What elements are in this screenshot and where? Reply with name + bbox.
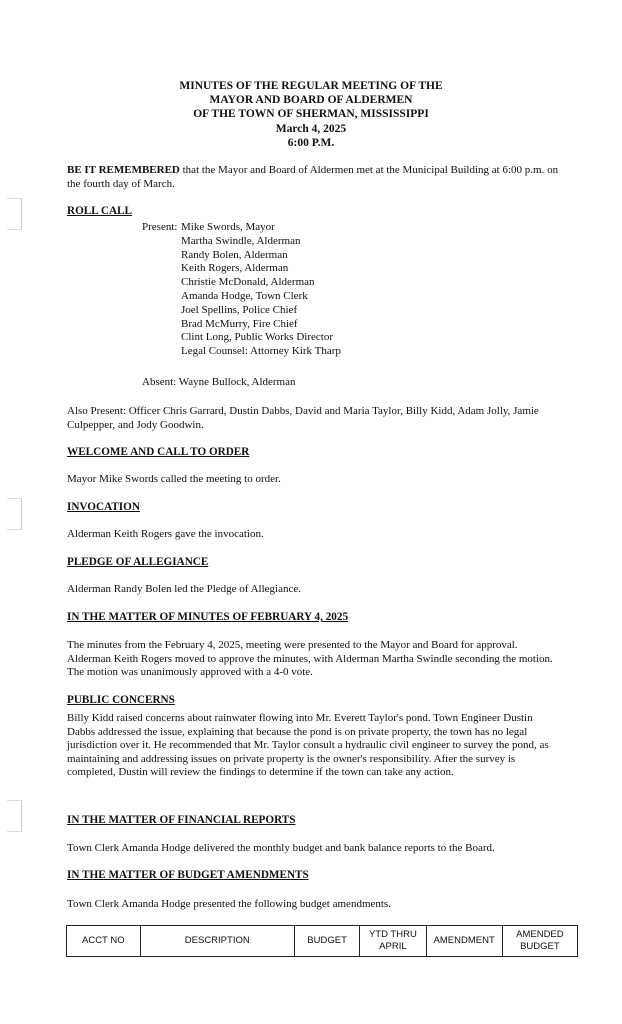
present-member: Randy Bolen, Alderman	[181, 248, 288, 261]
financial-text: Town Clerk Amanda Hodge delivered the monthly budget and bank balance reports to the Board.	[67, 842, 495, 854]
concerns-heading: PUBLIC CONCERNS	[67, 694, 175, 706]
concerns-text: Billy Kidd raised concerns about rainwater flowing into Mr. Everett Taylor's pond. Town Engineer Dustin Dabbs addressed the issue, explaining that because the pond is on private property, the town has no legal jurisdiction over it. He recommended that Mr. Taylor consult a hydraulic civil engineer to survey the pond, as maintaining and addressing issues on private property is the owner's responsibility. After the survey is completed, Dustin will review the findings to determine if the town can take any action.	[67, 712, 549, 779]
present-member: Christie McDonald, Alderman	[181, 276, 315, 289]
present-member: Joel Spellins, Police Chief	[181, 303, 298, 316]
amendments-heading: IN THE MATTER OF BUDGET AMENDMENTS	[67, 869, 309, 881]
present-member: Keith Rogers, Alderman	[181, 262, 289, 275]
scan-margin-mark	[7, 498, 22, 530]
present-member: Clint Long, Public Works Director	[181, 331, 333, 344]
absent-line: Absent: Wayne Bullock, Alderman	[142, 376, 296, 388]
amendments-text: Town Clerk Amanda Hodge presented the following budget amendments.	[67, 898, 391, 910]
intro-bold: BE IT REMEMBERED	[67, 164, 180, 176]
financial-heading: IN THE MATTER OF FINANCIAL REPORTS	[67, 814, 296, 826]
column-header-amendment: AMENDMENT	[426, 926, 502, 957]
also-present-paragraph: Also Present: Officer Chris Garrard, Dustin Dabbs, David and Maria Taylor, Billy Kidd, Adam Jolly, Jamie Culpepper, and Jody Goodwin.	[67, 405, 539, 431]
header-date: March 4, 2025	[275, 122, 347, 135]
welcome-heading: WELCOME AND CALL TO ORDER	[67, 446, 250, 458]
scan-margin-mark	[7, 198, 22, 230]
document-header	[0, 79, 622, 150]
column-header-description: DESCRIPTION	[140, 926, 294, 957]
present-member: Brad McMurry, Fire Chief	[181, 317, 298, 330]
header-line-2: MAYOR AND BOARD OF ALDERMEN	[209, 94, 413, 107]
header-time: 6:00 P.M.	[287, 136, 335, 149]
column-header-amended-budget: AMENDED BUDGET	[502, 926, 577, 957]
present-list	[181, 221, 341, 359]
column-header-acct-no: ACCT NO	[67, 926, 141, 957]
roll-call-heading: ROLL CALL	[67, 205, 132, 217]
intro-text: that the Mayor and Board of Aldermen met at the Municipal Building at 6:00 p.m. on the fourth day of March.	[67, 164, 559, 190]
present-member: Martha Swindle, Alderman	[181, 234, 301, 247]
column-header-budget: BUDGET	[294, 926, 359, 957]
intro-paragraph	[67, 164, 562, 191]
scan-margin-mark	[7, 800, 22, 832]
pledge-text: Alderman Randy Bolen led the Pledge of Allegiance.	[67, 583, 301, 595]
minutes-heading: IN THE MATTER OF MINUTES OF FEBRUARY 4, 2025	[67, 611, 349, 623]
minutes-text: The minutes from the February 4, 2025, meeting were presented to the Mayor and Board for approval. Alderman Keith Rogers moved to approve the minutes, with Alderman Martha Swindle seconding the motion. The motion was unanimously approved with a 4-0 vote.	[67, 639, 553, 679]
header-line-3: OF THE TOWN OF SHERMAN, MISSISSIPPI	[193, 108, 429, 121]
pledge-heading: PLEDGE OF ALLEGIANCE	[67, 556, 209, 568]
present-member: Mike Swords, Mayor	[181, 221, 275, 233]
present-member: Legal Counsel: Attorney Kirk Tharp	[181, 345, 341, 358]
welcome-text: Mayor Mike Swords called the meeting to order.	[67, 473, 281, 485]
invocation-heading: INVOCATION	[67, 501, 140, 513]
present-member: Amanda Hodge, Town Clerk	[181, 289, 308, 302]
invocation-text: Alderman Keith Rogers gave the invocation.	[67, 528, 264, 540]
table-header-row	[67, 926, 578, 957]
column-header-ytd: YTD THRU APRIL	[360, 926, 426, 957]
budget-amendments-table	[66, 925, 578, 957]
header-line-1: MINUTES OF THE REGULAR MEETING OF THE	[179, 80, 443, 92]
present-label: Present:	[142, 221, 178, 233]
